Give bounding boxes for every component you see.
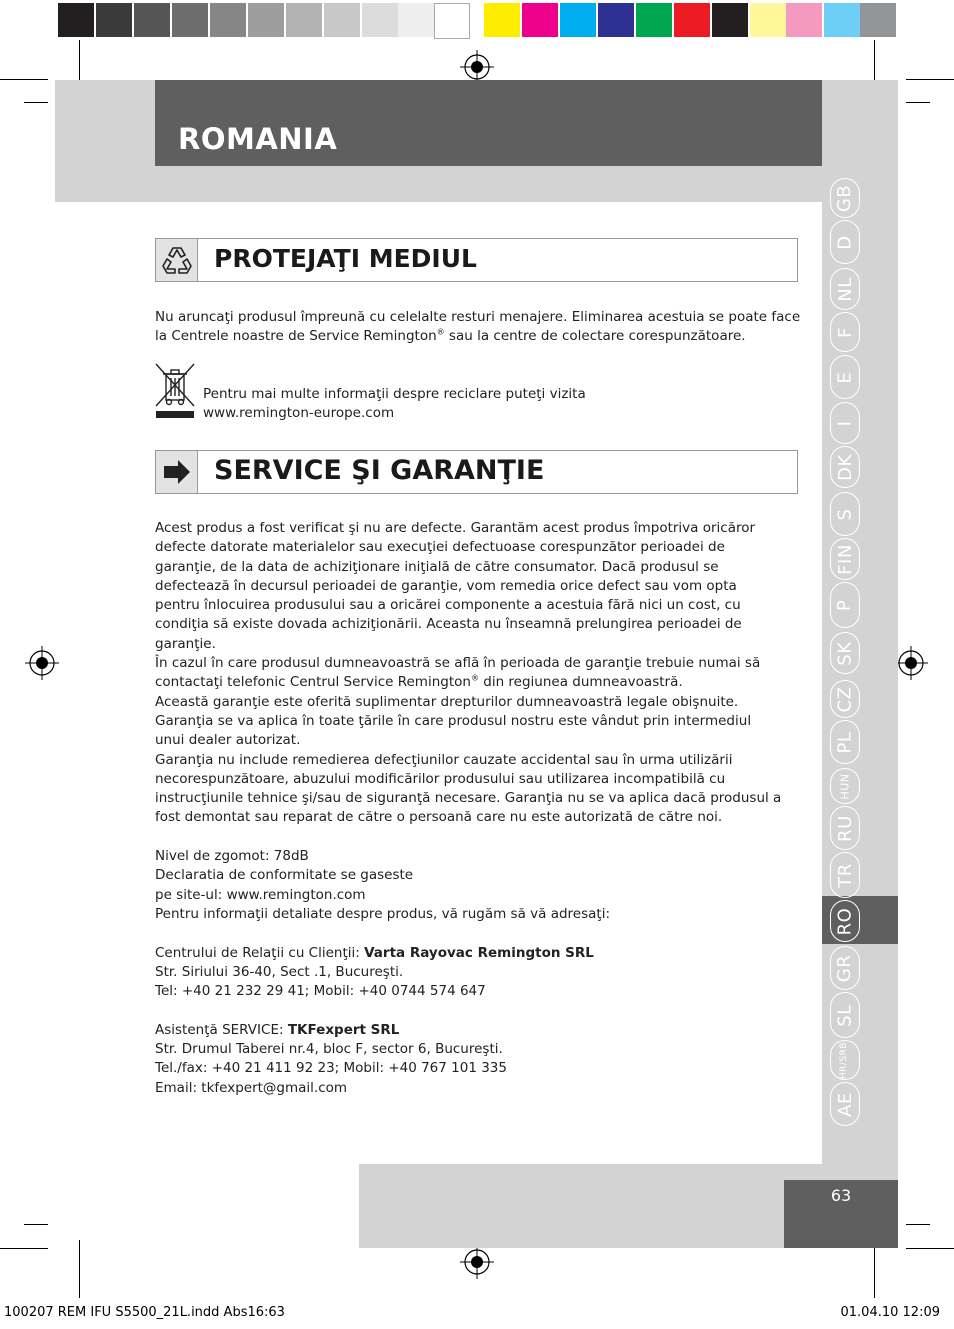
language-tab-f[interactable]	[830, 312, 860, 352]
text-line: garanţie.	[155, 635, 216, 652]
text-line: defecte datorate materialelor sau execuţiei defectuoase corespunzător perioadei de	[155, 539, 725, 556]
color-swatch	[824, 3, 860, 37]
text-line: fost demontat sau reparat de către o persoană care nu este autorizată de către noi.	[155, 809, 723, 826]
color-swatch	[324, 3, 360, 37]
spacer	[155, 828, 781, 847]
text-block	[155, 519, 781, 673]
text-span: la Centrele noastre de Service Remington	[155, 328, 437, 345]
text-span: Asistenţă SERVICE:	[155, 1021, 288, 1038]
language-tab-ro[interactable]	[830, 900, 860, 942]
language-tab-label: NL	[834, 276, 856, 302]
registration-mark-icon	[25, 646, 59, 680]
footer-file-info: 100207 REM IFU S5500_21L.indd Abs16:63	[4, 1305, 285, 1320]
text-line: Email: tkfexpert@gmail.com	[155, 1079, 348, 1096]
color-swatch	[134, 3, 170, 37]
text-span: din regiunea dumneavoastră.	[478, 674, 683, 691]
crossed-bin-icon	[154, 362, 196, 420]
text-line: pe site-ul: www.remington.com	[155, 886, 366, 903]
customer-centre-line	[155, 944, 781, 963]
language-tab-label: S	[834, 508, 856, 520]
color-swatch	[398, 3, 434, 37]
text-block	[155, 847, 781, 924]
language-tab-label: SL	[834, 1003, 856, 1027]
color-swatch	[860, 3, 896, 37]
color-swatch	[560, 3, 596, 37]
page-number: 63	[830, 1186, 852, 1205]
footer-timestamp: 01.04.10 12:09	[840, 1305, 940, 1320]
section-header-environment	[155, 238, 798, 282]
text-span: sau la centre de colectare corespunzătoare.	[444, 328, 746, 345]
language-tab-fin[interactable]	[830, 538, 860, 580]
crop-mark	[874, 1240, 875, 1298]
section-title: SERVICE ŞI GARANŢIE	[214, 455, 545, 486]
recycle-icon	[156, 239, 198, 281]
text-line: Nivel de zgomot: 78dB	[155, 848, 309, 865]
text-line: Tel: +40 21 232 29 41; Mobil: +40 0744 574 647	[155, 983, 486, 1000]
text-line: Declaratia de conformitate se gaseste	[155, 867, 414, 884]
spacer	[155, 924, 781, 943]
language-tab-label: FIN	[834, 543, 856, 575]
color-swatch	[786, 3, 822, 37]
registered-mark: ®	[470, 673, 479, 683]
text-line	[155, 327, 800, 346]
language-tab-i[interactable]	[830, 402, 860, 444]
text-line: Str. Siriului 36-40, Sect .1, Bucureşti.	[155, 963, 404, 980]
text-line: garanţie, de la data de achiziţionare iniţială de către consumator. Dacă produsul se	[155, 558, 719, 575]
language-tab-label: RU	[834, 814, 856, 842]
page-title: ROMANIA	[178, 122, 338, 156]
color-swatch	[674, 3, 710, 37]
color-swatch	[362, 3, 398, 37]
text-line: instrucţiunile tehnice şi/sau de siguranţă necesare. Garanţia nu se va aplica dacă produsul a	[155, 790, 782, 807]
text-line: unui dealer autorizat.	[155, 732, 301, 749]
crop-mark	[24, 1224, 48, 1225]
language-tab-nl[interactable]	[830, 268, 860, 310]
language-tab-pl[interactable]	[830, 720, 860, 764]
crop-mark	[0, 79, 48, 80]
text-block	[155, 963, 781, 1002]
crop-mark	[906, 79, 954, 80]
language-tab-label: I	[834, 420, 856, 426]
registered-mark: ®	[436, 327, 445, 337]
color-swatch	[210, 3, 246, 37]
color-swatch	[286, 3, 322, 37]
text-line: Pentru mai multe informaţii despre reciclare puteţi vizita	[203, 386, 586, 402]
section-header-service	[155, 450, 798, 494]
color-swatch	[484, 3, 520, 37]
paragraph-warranty	[155, 519, 781, 1098]
service-line	[155, 1021, 781, 1040]
language-tab-sk[interactable]	[830, 632, 860, 674]
text-block	[155, 693, 781, 828]
language-tab-label: RO	[834, 907, 856, 935]
company-name: Varta Rayovac Remington SRL	[364, 944, 594, 961]
registration-mark-icon	[460, 1245, 494, 1279]
language-tab-tr[interactable]	[830, 852, 860, 898]
language-tab-d[interactable]	[830, 220, 860, 264]
color-swatch	[522, 3, 558, 37]
language-tab-label: F	[834, 326, 856, 338]
color-swatch	[434, 3, 470, 39]
color-swatch	[172, 3, 208, 37]
language-tab-label: CZ	[834, 686, 856, 712]
text-line: necorespunzătoare, abuzului modificărilor produsului sau utilizarea incompatibilă cu	[155, 770, 726, 787]
text-line: Garanţia nu include remedierea defecţiunilor cauzate accidental sau în urma utilizării	[155, 751, 733, 768]
language-tab-ru[interactable]	[830, 806, 860, 850]
color-swatch	[248, 3, 284, 37]
language-tab-label: PL	[834, 731, 856, 753]
language-tab-e[interactable]	[830, 355, 860, 399]
text-line: Tel./fax: +40 21 411 92 23; Mobil: +40 767 101 335	[155, 1060, 507, 1077]
language-tab-gb[interactable]	[830, 178, 860, 218]
language-tab-label: HR/SRB	[839, 1041, 850, 1079]
language-tab-label: SK	[834, 640, 856, 666]
text-line: În cazul în care produsul dumneavoastră se află în perioada de garanţie trebuie numai să	[155, 655, 761, 672]
language-tab-hr-srb[interactable]	[830, 1040, 860, 1080]
language-tab-label: TR	[834, 862, 856, 888]
color-swatch	[712, 3, 748, 37]
paragraph-recycling	[203, 385, 586, 424]
language-tab-s[interactable]	[830, 492, 860, 536]
language-tab-p[interactable]	[830, 582, 860, 628]
text-line: Garanţia se va aplica în toate ţările în care produsul nostru este vândut prin intermediul	[155, 712, 752, 729]
color-swatch	[96, 3, 132, 37]
text-span: Centrului de Relaţii cu Clienţii:	[155, 944, 365, 961]
crop-mark	[906, 102, 930, 103]
language-tab-label: HUN	[838, 772, 852, 800]
text-line: Nu aruncaţi produsul împreună cu celelalte resturi menajere. Eliminarea acestuia se poate face	[155, 309, 801, 325]
text-block	[155, 1040, 781, 1098]
language-tab-label: GR	[834, 954, 856, 982]
language-tab-dk[interactable]	[830, 446, 860, 488]
text-line: Pentru informaţii detaliate despre produs, vă rugăm să vă adresaţi:	[155, 905, 611, 922]
language-tab-label: AE	[834, 1091, 856, 1117]
text-line: defectează în decursul perioadei de garanţie, vom remedia orice defect sau vom opta	[155, 577, 737, 594]
crop-mark	[0, 1248, 48, 1249]
recycling-link[interactable]: www.remington-europe.com	[203, 405, 395, 422]
language-tab-ae[interactable]	[830, 1082, 860, 1126]
color-swatch	[598, 3, 634, 37]
language-tab-sl[interactable]	[830, 992, 860, 1038]
text-line: Această garanţie este oferită suplimentar drepturilor dumneavoastră legale obişnuite.	[155, 693, 739, 710]
crop-mark	[906, 1248, 954, 1249]
language-tab-label: GB	[834, 184, 856, 212]
paragraph-disposal	[155, 308, 800, 347]
arrow-right-icon	[156, 451, 198, 493]
text-line: Str. Drumul Taberei nr.4, bloc F, sector 6, Bucureşti.	[155, 1041, 503, 1058]
section-title: PROTEJAŢI MEDIUL	[214, 244, 477, 273]
language-tab-label: DK	[834, 453, 856, 481]
text-line	[155, 673, 781, 692]
crop-mark	[24, 102, 48, 103]
text-span: contactaţi telefonic Centrul Service Remington	[155, 674, 471, 691]
language-tab-label: D	[834, 234, 856, 250]
crop-mark	[906, 1224, 930, 1225]
color-swatch	[750, 3, 786, 37]
text-line: Acest produs a fost verificat şi nu are defecte. Garantăm acest produs împotriva oricăror	[155, 520, 756, 536]
registration-mark-icon	[894, 646, 928, 680]
color-swatch	[58, 3, 94, 37]
language-tab-label: E	[834, 371, 856, 383]
language-tab-hun[interactable]	[830, 768, 860, 804]
company-name: TKFexpert SRL	[287, 1021, 400, 1038]
language-tab-cz[interactable]	[830, 680, 860, 718]
spacer	[155, 1001, 781, 1020]
text-line: condiţia să existe dovada achiziţionării. Aceasta nu înseamnă prelungirea perioadei de	[155, 616, 742, 633]
language-tab-gr[interactable]	[830, 946, 860, 990]
crop-mark	[79, 1240, 80, 1298]
text-line: pentru înlocuirea produsului sau a oricărei componente a acestuia fără nici un cost, cu	[155, 597, 741, 614]
language-tab-label: P	[834, 599, 856, 611]
color-swatch	[636, 3, 672, 37]
registration-mark-icon	[460, 50, 494, 84]
